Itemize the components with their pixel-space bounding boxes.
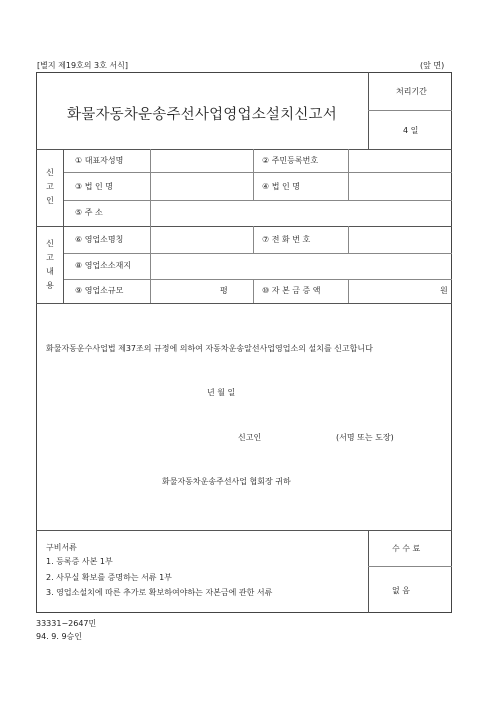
office-size-label: ⑨ 영업소규모 — [75, 286, 124, 295]
processing-value: 4 일 — [403, 126, 419, 135]
signer-label: 신고인 — [238, 433, 262, 442]
declaration-date: 년 월 일 — [207, 388, 236, 397]
document-item: 2. 사무실 확보를 증명하는 서류 1부 — [46, 573, 172, 582]
applicant-section-label: 신 고 인 — [46, 168, 54, 205]
document-item: 1. 등록증 사본 1부 — [46, 557, 113, 566]
documents-heading: 구비서류 — [46, 543, 77, 552]
mid-col-rule-a — [253, 149, 254, 200]
document-item: 3. 영업소설치에 따른 추가로 확보하여야하는 자본금에 관한 서류 — [46, 588, 273, 597]
fee-divider — [368, 530, 369, 613]
form-code: 33331−2647민 — [36, 619, 97, 628]
label-col-rule-2b — [348, 226, 349, 253]
phone-label: ⑦ 전 화 번 호 — [262, 235, 311, 244]
report-section-label: 신 고 내 용 — [46, 239, 54, 290]
row-rule-4 — [63, 279, 452, 280]
label-col-rule-2c — [348, 279, 349, 303]
section-rule — [36, 226, 452, 227]
label-col-rule-1 — [150, 149, 151, 303]
documents-top-rule — [36, 530, 452, 531]
fee-label: 수 수 료 — [392, 544, 421, 553]
row-rule-3 — [63, 253, 452, 254]
office-location-label: ⑧ 영업소소재지 — [75, 261, 132, 270]
page-side-label: (앞 면) — [420, 61, 445, 70]
form-frame — [36, 72, 452, 613]
fee-value: 없 음 — [392, 586, 410, 595]
office-size-unit: 평 — [220, 286, 228, 295]
declaration-statement: 화물자동운수사업법 제37조의 규정에 의하여 자동차운송알선사업영업소의 설치를 신고합니다 — [46, 344, 373, 353]
processing-divider — [368, 110, 452, 111]
corp-name-label: ③ 법 인 명 — [75, 182, 113, 191]
label-col-rule-2a — [348, 149, 349, 200]
mid-col-rule-b — [253, 226, 254, 253]
row-rule-2 — [63, 200, 452, 201]
rep-name-label: ① 대표자성명 — [75, 156, 124, 165]
form-title: 화물자동차운송주선사업영업소설치신고서 — [67, 107, 337, 123]
resident-no-label: ② 주민등록번호 — [262, 156, 319, 165]
signature-label: (서명 또는 도장) — [336, 433, 394, 442]
approval-date: 94. 9. 9승인 — [36, 632, 82, 641]
table-top-rule — [36, 149, 452, 150]
section-col-rule — [63, 149, 64, 303]
processing-label: 처리기간 — [396, 87, 427, 96]
address-label: ⑤ 주 소 — [75, 208, 103, 217]
office-name-label: ⑥ 영업소명칭 — [75, 235, 124, 244]
corp-no-label: ④ 법 인 명 — [262, 182, 300, 191]
capital-unit: 원 — [440, 286, 448, 295]
capital-label: ⑩ 자 본 금 증 액 — [262, 286, 321, 295]
form-label: [별지 제19호의 3호 서식] — [37, 61, 128, 70]
addressee: 화물자동차운송주선사업 협회장 귀하 — [162, 477, 291, 486]
table-bottom-rule — [36, 303, 452, 304]
row-rule-1 — [63, 172, 452, 173]
mid-col-rule-c — [253, 279, 254, 303]
fee-rule — [368, 566, 452, 567]
